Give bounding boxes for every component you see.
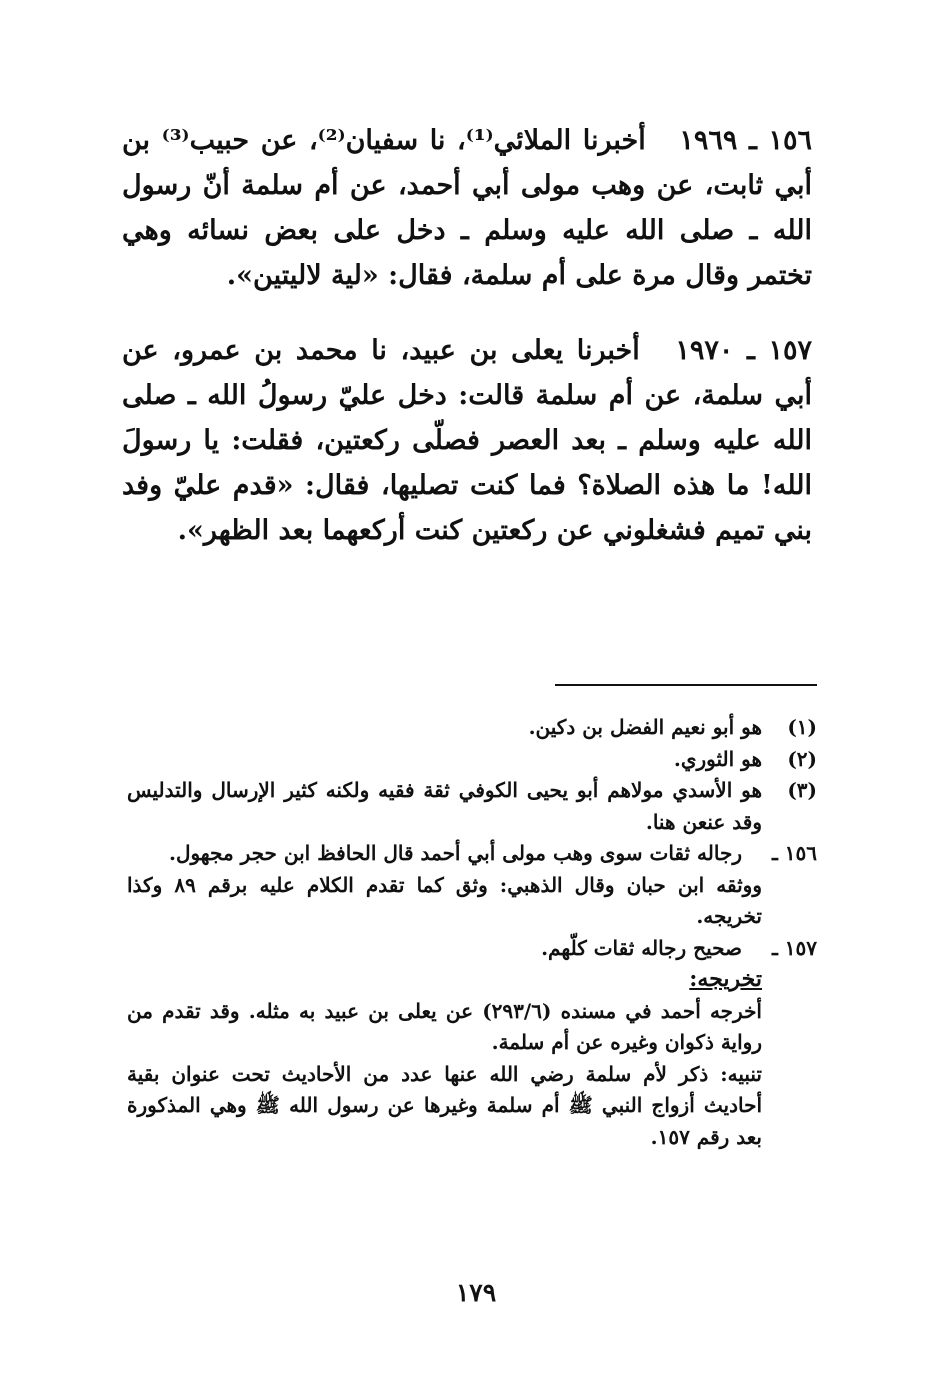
footnote — [127, 775, 817, 838]
footnote — [127, 744, 817, 776]
footnote-marker: (١) — [787, 715, 817, 739]
rijal-note-continuation: ووثقه ابن حبان وقال الذهبي: وثق كما تقدم الكلام عليه برقم ٨٩ وكذا تخريجه. — [127, 872, 762, 928]
takhrij-paragraph: تنبيه: ذكر لأم سلمة رضي الله عنها عدد من الأحاديث تحت عنوان بقية أحاديث أزواج النبي ﷺ أم سلمة وغيرها عن رسول الله ﷺ وهي المذكورة بعد رقم ١٥٧. — [127, 1061, 762, 1149]
footnote-text: هو الأسدي مولاهم أبو يحيى الكوفي ثقة فقيه ولكنه كثير الإرسال والتدليس وقد عنعن هنا. — [127, 778, 762, 834]
hadith-2 — [122, 328, 812, 553]
hadith-number: ١٥٦ ـ ١٩٦٩ — [679, 125, 812, 156]
takhrij-paragraph: أخرجه أحمد في مسنده (٢٩٣/٦) عن يعلى بن عبيد به مثله. وقد تقدم من رواية ذكوان وغيره عن أم سلمة. — [127, 998, 762, 1054]
rijal-note-text: رجاله ثقات سوى وهب مولى أبي أحمد قال الحافظ ابن حجر مجهول. — [168, 841, 742, 865]
takhrij-heading: تخريجه: — [689, 966, 762, 992]
footnote-marker: (٢) — [787, 746, 817, 771]
hadith-1 — [122, 118, 812, 298]
rijal-note — [127, 838, 817, 870]
hadith-text: أخبرنا يعلى بن عبيد، نا محمد بن عمرو، عن أبي سلمة، عن أم سلمة قالت: دخل عليّ رسولُ الله ـ صلى الله عليه وسلم ـ بعد العصر فصلّى ركعتين، فقلت: يا رسولَ الله! ما هذه الصلاة؟ فما كنت تصليها، فقال: «قدم عليّ وفد بني تميم فشغلوني عن ركعتين كنت أركعهما بعد الظهر». — [122, 335, 812, 546]
rijal-note-marker: ١٥٦ ـ — [771, 841, 817, 865]
hadith-text: أخبرنا الملائي⁽¹⁾، نا سفيان⁽²⁾، عن حبيب⁽³⁾ بن أبي ثابت، عن وهب مولى أبي أحمد، عن أم سلمة أنّ رسول الله ـ صلى الله عليه وسلم ـ دخل على بعض نسائه وهي تختمر وقال مرة على أم سلمة، فقال: «لية لاليتين». — [122, 125, 812, 291]
page-number: ١٧٩ — [455, 1278, 497, 1307]
hadith-number: ١٥٧ ـ ١٩٧٠ — [675, 335, 812, 366]
footnote-text: هو الثوري. — [673, 746, 762, 771]
rijal-note — [127, 933, 817, 965]
rijal-note-text: صحيح رجاله ثقات كلّهم. — [541, 935, 742, 960]
footnote-marker: (٣) — [787, 778, 817, 802]
rijal-note-marker: ١٥٧ ـ — [771, 935, 817, 960]
footnote-separator — [555, 684, 817, 686]
footnote — [127, 712, 817, 744]
footnote-text: هو أبو نعيم الفضل بن دكين. — [528, 715, 762, 739]
footnotes-section — [127, 712, 817, 1153]
